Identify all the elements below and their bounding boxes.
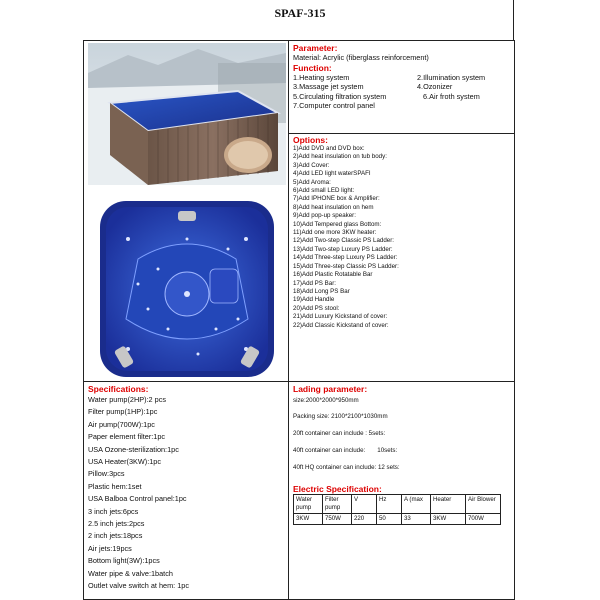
function-item: 7.Computer control panel (293, 100, 375, 110)
electric-header-cell: V (352, 495, 377, 514)
options-item: 4)Add LED light waterSPAFI (293, 170, 371, 178)
options-item: 22)Add Classic Kickstand of cover: (293, 321, 389, 329)
options-item: 13)Add Two-step Luxury PS Ladder: (293, 245, 393, 253)
electric-table (293, 494, 501, 525)
function-row (293, 101, 513, 110)
specifications-heading: Specifications: (88, 384, 149, 394)
electric-value-cell: 750W (323, 514, 352, 525)
options-item: 18)Add Long PS Bar (293, 287, 350, 295)
electric-value-cell: 220 (352, 514, 377, 525)
spec-item: USA Balboa Control panel:1pc (88, 494, 187, 504)
electric-value-cell: 33 (402, 514, 431, 525)
lading-40ft-hq: 40ft HQ container can include: 12 sets: (293, 464, 400, 471)
options-item: 8)Add heat insulation on hem (293, 203, 374, 211)
options-heading: Options: (293, 135, 328, 145)
spec-item: Air pump(700W):1pc (88, 419, 155, 429)
options-item: 10)Add Tempered glass Bottom: (293, 220, 382, 228)
electric-value-cell: 700W (466, 514, 501, 525)
electric-value-cell: 50 (377, 514, 402, 525)
function-item: 6.Air froth system (423, 91, 480, 101)
hot-tub-exterior-photo (88, 43, 286, 185)
electric-value-cell: 3KW (431, 514, 466, 525)
options-item: 11)Add one more 3KW heater: (293, 229, 377, 237)
electric-header-cell: Air Blower (466, 495, 501, 514)
function-row (293, 92, 513, 101)
lading-packing: Packing size: 2100*2100*1030mm (293, 413, 388, 420)
spec-item: Bottom light(3W):1pcs (88, 556, 160, 566)
options-item: 1)Add DVD and DVD box: (293, 145, 365, 152)
electric-header-cell: A (max (402, 495, 431, 514)
options-item: 16)Add Plastic Rotatable Bar (293, 271, 373, 279)
options-item: 17)Add PS Bar: (293, 279, 336, 287)
options-item: 7)Add IPHONE box & Amplifier: (293, 195, 380, 203)
options-item: 19)Add Handle (293, 296, 335, 304)
specifications-section (88, 384, 286, 593)
spec-item: Water pipe & valve:1batch (88, 568, 173, 578)
lading-section (293, 384, 513, 525)
column-divider (288, 41, 289, 599)
model-title: SPAF-315 (274, 6, 326, 20)
parameter-section (293, 43, 513, 110)
spec-item: 2.5 inch jets:2pcs (88, 519, 145, 529)
electric-value-cell: 3KW (294, 514, 323, 525)
function-item: 3.Massage jet system (293, 82, 364, 92)
row-divider (84, 381, 514, 382)
spec-item: Outlet valve switch at hem: 1pc (88, 581, 189, 591)
parameter-heading: Parameter: (293, 43, 338, 53)
options-item: 2)Add heat insulation on tub body: (293, 153, 387, 161)
function-item: 5.Circulating filtration system (293, 91, 387, 101)
options-item: 3)Add Cover: (293, 161, 330, 169)
lading-size: size:2000*2000*950mm (293, 397, 359, 404)
electric-header-cell: Filter pump (323, 495, 352, 514)
material-text: Material: Acrylic (fiberglass reinforcement) (293, 53, 429, 62)
lading-40ft: 40ft container can include: 10sets: (293, 447, 398, 454)
options-item: 21)Add Luxury Kickstand of cover: (293, 313, 388, 321)
electric-header-cell: Water pump (294, 495, 323, 514)
electric-header-cell: Hz (377, 495, 402, 514)
hot-tub-top-view-image (98, 199, 276, 379)
options-item: 9)Add pop-up speaker: (293, 212, 356, 220)
function-list (293, 73, 513, 110)
electric-header-row (294, 495, 501, 514)
electric-value-row (294, 514, 501, 525)
options-item: 20)Add PS stool: (293, 304, 340, 312)
electric-heading: Electric Specification: (293, 484, 382, 494)
spec-item: USA Ozone-sterilization:1pc (88, 444, 179, 454)
function-heading: Function: (293, 63, 332, 74)
function-item: 4.Ozonizer (417, 82, 453, 92)
function-item: 1.Heating system (293, 73, 350, 83)
spec-item: Filter pump(1HP):1pc (88, 407, 158, 417)
spec-item: USA Heater(3KW):1pc (88, 457, 161, 467)
lading-heading: Lading parameter: (293, 384, 368, 394)
spec-item: Air jets:19pcs (88, 543, 132, 553)
spec-table (83, 40, 515, 600)
spec-item: Plastic hem:1set (88, 481, 142, 491)
options-item: 12)Add Two-step Classic PS Ladder: (293, 237, 394, 245)
function-row (293, 73, 513, 82)
function-row (293, 82, 513, 91)
options-item: 14)Add Three-step Luxury PS Ladder: (293, 254, 398, 262)
spec-item: Paper element filter:1pc (88, 432, 166, 442)
options-section (293, 135, 513, 330)
options-item: 5)Add Aroma: (293, 178, 331, 186)
electric-header-cell: Heater (431, 495, 466, 514)
spec-item: Pillow:3pcs (88, 469, 125, 479)
lading-20ft: 20ft container can include : 5sets: (293, 430, 386, 437)
spec-item: Water pump(2HP):2 pcs (88, 395, 166, 404)
function-item: 2.Illumination system (417, 73, 486, 83)
spec-item: 3 inch jets:6pcs (88, 506, 139, 516)
spec-item: 2 inch jets:18pcs (88, 531, 143, 541)
options-item: 6)Add small LED light: (293, 187, 355, 195)
options-divider (289, 133, 514, 134)
options-item: 15)Add Three-step Classic PS Ladder: (293, 262, 399, 270)
